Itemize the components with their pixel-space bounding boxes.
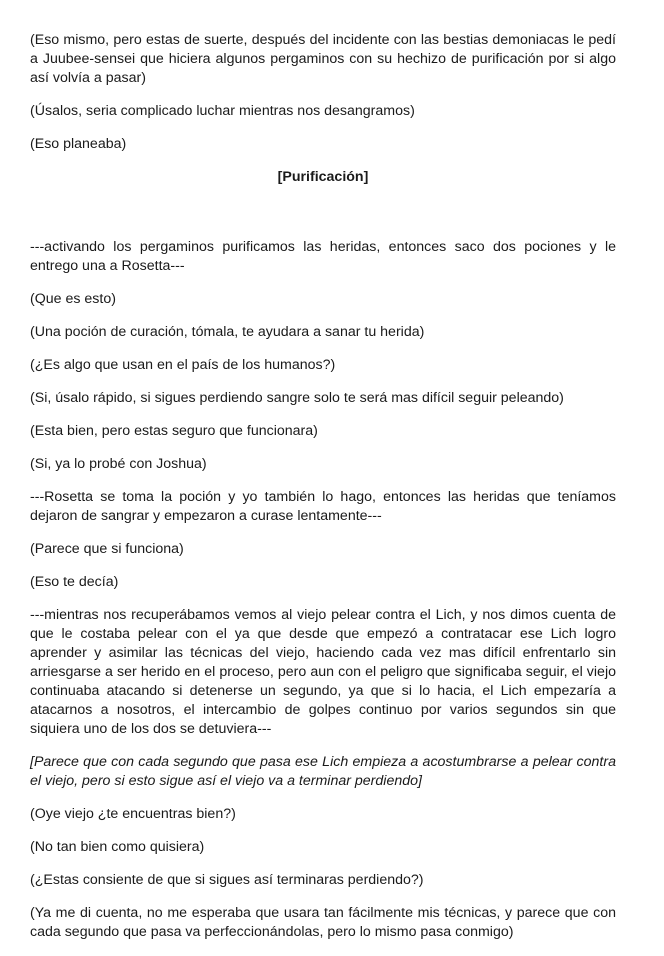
- paragraph: ---activando los pergaminos purificamos las heridas, entonces saco dos pociones y le entrego una a Rosetta---: [30, 239, 616, 274]
- document-page: [30, 31, 616, 956]
- paragraph: (Eso mismo, pero estas de suerte, después del incidente con las bestias demoniacas le pedí a Juubee-sensei que hiciera algunos pergaminos con su hechizo de purificación por si algo así volvía a pasar): [30, 32, 616, 86]
- paragraph: (Úsalos, seria complicado luchar mientras nos desangramos): [30, 103, 415, 119]
- paragraph: (Ya me di cuenta, no me esperaba que usara tan fácilmente mis técnicas, y parece que con cada segundo que pasa va perfeccionándolas, pero lo mismo pasa conmigo): [30, 905, 616, 940]
- paragraph: (Oye viejo ¿te encuentras bien?): [30, 806, 236, 822]
- paragraph: (Si, úsalo rápido, si sigues perdiendo sangre solo te será mas difícil seguir peleando): [30, 390, 564, 406]
- paragraph: (Si, ya lo probé con Joshua): [30, 456, 207, 472]
- paragraph: (¿Estas consiente de que si sigues así terminaras perdiendo?): [30, 872, 424, 888]
- paragraph: (Eso planeaba): [30, 136, 127, 152]
- section-heading: [Purificación]: [277, 169, 369, 185]
- paragraph: (Que es esto): [30, 291, 116, 307]
- paragraph: ---mientras nos recuperábamos vemos al viejo pelear contra el Lich, y nos dimos cuenta de que le costaba pelear con el ya que desde que empezó a contratacar ese Lich logro aprender y asimilar las técnicas del viejo, haciendo cada vez mas difícil enfrentarlo sin arriesgarse a ser herido en el proceso, pero aun con el peligro que significaba seguir, el viejo continuaba atacando si detenerse un segundo, ya que si lo hacia, el Lich empezaría a atacarnos a nosotros, el intercambio de golpes continuo por varios segundos sin que siquiera uno de los dos se detuviera---: [30, 607, 616, 737]
- paragraph: (¿Es algo que usan en el país de los humanos?): [30, 357, 336, 373]
- italic-paragraph: [Parece que con cada segundo que pasa ese Lich empieza a acostumbrarse a pelear contra el viejo, pero si esto sigue así el viejo va a terminar perdiendo]: [30, 754, 616, 789]
- paragraph: (Una poción de curación, tómala, te ayudara a sanar tu herida): [30, 324, 425, 340]
- paragraph: (Eso te decía): [30, 574, 119, 590]
- paragraph: (No tan bien como quisiera): [30, 839, 205, 855]
- paragraph: (Parece que si funciona): [30, 541, 184, 557]
- paragraph: ---Rosetta se toma la poción y yo también lo hago, entonces las heridas que teníamos dejaron de sangrar y empezaron a curase lentamente---: [30, 489, 616, 524]
- paragraph: (Esta bien, pero estas seguro que funcionara): [30, 423, 318, 439]
